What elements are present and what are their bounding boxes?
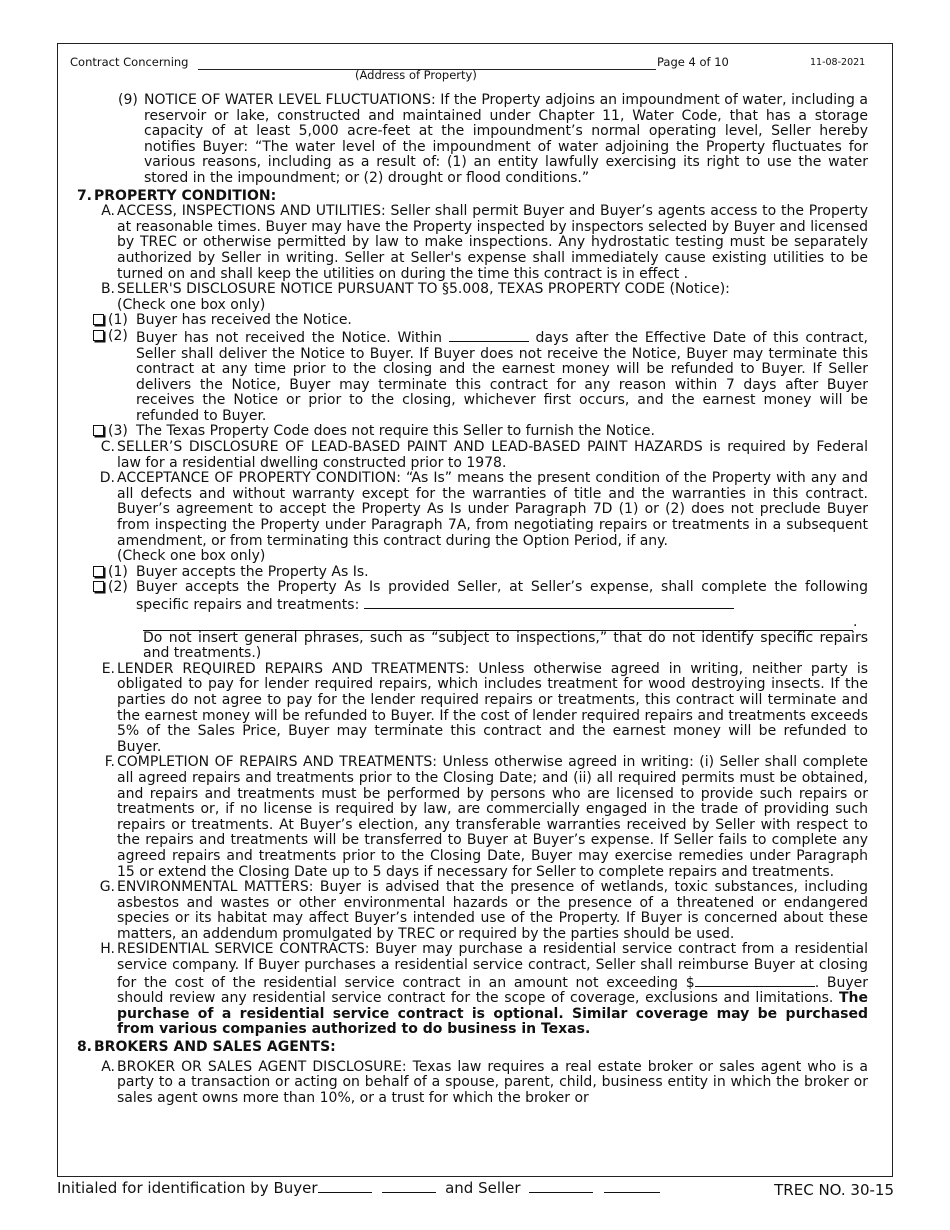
option-text: Buyer has received the Notice. <box>136 312 352 329</box>
section-7a <box>66 204 868 282</box>
checkbox-7b-2[interactable] <box>93 330 104 341</box>
section-7d-option-2 <box>66 580 868 613</box>
section-7-heading <box>66 189 868 205</box>
footer-and-seller-label: and Seller <box>445 1179 521 1197</box>
section-7e-text: LENDER REQUIRED REPAIRS AND TREATMENTS: Unless otherwise agreed in writing, neither party is obligated to pay for lender required repairs, which includes treatment for wood destroying insects. If the parties do not agree to pay for the lender required repairs or treatments, this contract will terminate and the earnest money will be refunded to Buyer. If the cost of lender required repairs and treatments exceeds 5% of the Sales Price, Buyer may terminate this contract and the earnest money will be refunded to Buyer. <box>117 660 868 755</box>
section-8-num: 8. <box>76 1039 92 1056</box>
document-body <box>66 93 868 1106</box>
service-contract-amount-field[interactable] <box>695 974 815 987</box>
section-7a-label: A. <box>101 203 115 220</box>
section-7d-check-one: (Check one box only) <box>117 548 266 565</box>
period: . <box>853 614 858 630</box>
option-text: Buyer has not received the Notice. Within <box>136 329 442 346</box>
section-7a-text: ACCESS, INSPECTIONS AND UTILITIES: Seller shall permit Buyer and Buyer’s agents access to the Property at reasonable times. Buyer may have the Property inspected by inspectors selected by Buyer and licensed by TREC or otherwise permitted by law to make inspections. Any hydrostatic testing must be separately authorized by Seller in writing. Seller at Seller's expense shall immediately cause existing utilities to be turned on and shall keep the utilities on during the time this contract is in effect . <box>117 203 868 282</box>
section-7b-label: B. <box>100 281 115 298</box>
section-7f-text: COMPLETION OF REPAIRS AND TREATMENTS: Unless otherwise agreed in writing: (i) Seller shall complete all agreed repairs and treatments prior to the Closing Date; and (ii) all required permits must be obtained, and repairs and treatments must be performed by persons who are licensed to provide such repairs or treatments or, if no license is required by law, are commercially engaged in the trade of providing such repairs or treatments. At Buyer’s election, any transferable warranties received by Seller with respect to the repairs and treatments will be transferred to Buyer at Buyer’s expense. If Seller fails to complete any agreed repairs and treatments prior to the Closing Date, Buyer may exercise remedies under Paragraph 15 or extend the Closing Date up to 5 days if necessary for Seller to complete repairs and treatments. <box>117 754 868 880</box>
checkbox-7d-1[interactable] <box>93 566 104 577</box>
seller-initial-2[interactable] <box>604 1179 660 1193</box>
checkbox-7b-3[interactable] <box>93 425 104 436</box>
section-7b-option-2 <box>66 329 868 425</box>
repairs-field-line-2-row <box>66 614 868 631</box>
option-num: (1) <box>108 563 128 580</box>
option-text: Buyer accepts the Property As Is. <box>136 563 369 580</box>
contract-concerning-label: Contract Concerning <box>70 55 189 69</box>
section-7d-text: ACCEPTANCE OF PROPERTY CONDITION: “As Is” means the present condition of the Property with any and all defects and without warranty except for the warranties of title and the warranties in this contract. Buyer’s agreement to accept the Property As Is under Paragraph 7D (1) or (2) does not preclude Buyer from inspecting the Property under Paragraph 7A, from negotiating repairs or treatments in a subsequent amendment, or from terminating this contract during the Option Period, if any. <box>117 470 868 549</box>
option-num: (2) <box>108 327 128 344</box>
option-num: (3) <box>108 423 128 440</box>
section-8-title: BROKERS AND SALES AGENTS: <box>94 1039 336 1056</box>
section-7c-label: C. <box>100 439 115 456</box>
section-7d-label: D. <box>99 470 115 487</box>
section-7h-text-2: . Buyer should review any residential service contract for the scope of coverage, exclusions and limitations. <box>117 974 868 1007</box>
option-text: The Texas Property Code does not require this Seller to furnish the Notice. <box>136 423 655 440</box>
footer-initialed-label: Initialed for identification by Buyer <box>57 1179 318 1197</box>
section-8a <box>66 1060 868 1107</box>
address-caption: (Address of Property) <box>355 68 477 82</box>
option-text: days after the Effective Date of this contract, Seller shall deliver the Notice to Buyer. If Buyer does not receive the Notice, Buyer may terminate this contract at any time prior to the closing and the earnest money will be refunded to Buyer. If Seller delivers the Notice, Buyer may terminate this contract for any reason within 7 days after Buyer receives the Notice or prior to the closing, whichever first occurs, and the earnest money will be refunded to Buyer. <box>136 329 868 424</box>
section-8a-label: A. <box>101 1058 115 1075</box>
repairs-field-line-1[interactable] <box>364 596 734 609</box>
section-7d-note: Do not insert general phrases, such as “subject to inspections,” that do not identify specific repairs and treatments.) <box>143 629 868 662</box>
section-7g-label: G. <box>99 879 115 896</box>
notice-days-field[interactable] <box>449 329 529 342</box>
section-7h-label: H. <box>100 941 115 958</box>
section-7c <box>66 440 868 471</box>
buyer-initial-2[interactable] <box>382 1179 436 1193</box>
section-7c-text: SELLER’S DISCLOSURE OF LEAD-BASED PAINT AND LEAD-BASED PAINT HAZARDS is required by Federal law for a residential dwelling constructed prior to 1978. <box>117 439 868 471</box>
section-7f <box>66 755 868 880</box>
section-7b-option-1 <box>66 313 868 329</box>
section-7-num: 7. <box>76 187 92 204</box>
item-9-num: (9) <box>118 92 138 108</box>
section-7e <box>66 662 868 756</box>
option-text: Buyer accepts the Property As Is provided Seller, at Seller’s expense, shall complete the following specific repairs and treatments: <box>136 579 868 613</box>
item-9-text: NOTICE OF WATER LEVEL FLUCTUATIONS: If the Property adjoins an impoundment of water, including a reservoir or lake, constructed and maintained under Chapter 11, Water Code, that has a storage capacity of at least 5,000 acre-feet at the impoundment’s normal operating level, Seller hereby notifies Buyer: “The water level of the impoundment of water adjoining the Property fluctuates for various reasons, including as a result of: (1) an entity lawfully exercising its right to use the water stored in the impoundment; or (2) drought or flood conditions.” <box>144 92 868 186</box>
section-7d-option-1 <box>66 565 868 581</box>
section-7b-text: SELLER'S DISCLOSURE NOTICE PURSUANT TO §5.008, TEXAS PROPERTY CODE (Notice): <box>117 281 730 298</box>
repairs-field-line-2[interactable] <box>143 618 853 631</box>
section-7f-label: F. <box>104 754 115 771</box>
seller-initial-1[interactable] <box>529 1179 593 1193</box>
checkbox-7b-1[interactable] <box>93 314 104 325</box>
page-number: Page 4 of 10 <box>657 55 729 69</box>
section-7b <box>66 282 868 298</box>
section-7b-option-3 <box>66 424 868 440</box>
option-num: (1) <box>108 312 128 329</box>
trec-form-number: TREC NO. 30-15 <box>774 1181 894 1199</box>
item-9 <box>66 93 868 187</box>
section-7e-label: E. <box>101 660 115 677</box>
section-8-heading <box>66 1040 868 1056</box>
section-7h-text: RESIDENTIAL SERVICE CONTRACTS: Buyer may purchase a residential service contract from a residential service company. If Buyer purchases a residential service contract, Seller shall reimburse Buyer at closing for the cost of the residential service contract in an amount not exceeding $ <box>117 941 868 991</box>
checkbox-7d-2[interactable] <box>93 581 104 592</box>
section-7h-bold-note: The purchase of a residential service contract is optional. Similar coverage may be purchased from various companies authorized to do business in Texas. <box>117 990 868 1038</box>
footer-initials <box>57 1179 660 1197</box>
buyer-initial-1[interactable] <box>318 1179 372 1193</box>
section-7g-text: ENVIRONMENTAL MATTERS: Buyer is advised that the presence of wetlands, toxic substances, including asbestos and wastes or other environmental hazards or the presence of a threatened or endangered species or its habitat may affect Buyer’s intended use of the Property. If Buyer is concerned about these matters, an addendum promulgated by TREC or required by the parties should be used. <box>117 879 868 942</box>
section-7d <box>66 471 868 549</box>
section-7h <box>66 942 868 1038</box>
section-7b-check-one: (Check one box only) <box>117 296 266 313</box>
section-7-title: PROPERTY CONDITION: <box>94 187 277 204</box>
form-date: 11-08-2021 <box>810 57 866 68</box>
option-num: (2) <box>108 579 128 596</box>
section-7g <box>66 880 868 942</box>
section-8a-text: BROKER OR SALES AGENT DISCLOSURE: Texas law requires a real estate broker or sales agent who is a party to a transaction or acting on behalf of a spouse, parent, child, business entity in which the broker or sales agent owns more than 10%, or a trust for which the broker or <box>117 1058 868 1106</box>
